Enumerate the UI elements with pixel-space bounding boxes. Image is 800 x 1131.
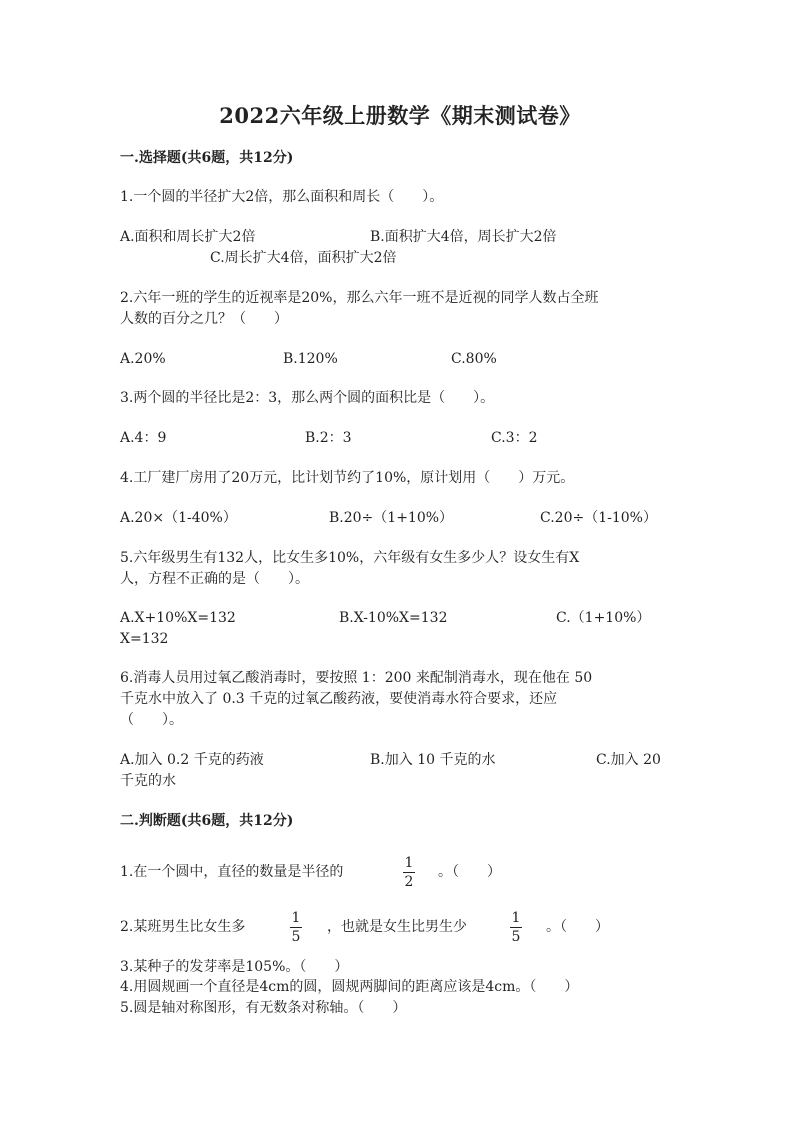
question-6-line-3: （ ）。: [120, 712, 183, 728]
question-1-option-a: A.面积和周长扩大2倍: [120, 229, 256, 245]
question-5-option-a: A.X+10%X=132: [120, 610, 236, 626]
judge-2-middle: ，也就是女生比男生少: [327, 919, 467, 935]
question-6-option-c-line-2: 千克的水: [120, 773, 176, 789]
question-4-option-c: C.20÷（1-10%）: [540, 510, 657, 526]
page-title: 2022六年级上册数学《期末测试卷》: [219, 103, 581, 128]
question-3-option-c: C.3：2: [491, 430, 538, 446]
section-heading-choice: 一.选择题(共6题，共12分): [120, 150, 294, 166]
fraction-numerator: 1: [291, 910, 301, 926]
fraction-one-half: [399, 855, 419, 890]
judge-1-suffix: 。（ ）: [438, 864, 501, 880]
question-2-line-1: 2.六年一班的学生的近视率是20%，那么六年一班不是近视的同学人数占全班: [120, 290, 599, 306]
fraction-one-fifth-second: [506, 910, 526, 945]
question-5-line-1: 5.六年级男生有132人，比女生多10%，六年级有女生多少人？设女生有X: [120, 550, 580, 566]
fraction-bar: [510, 927, 522, 928]
question-2-line-2: 人数的百分之几？（ ）: [120, 311, 288, 327]
fraction-bar: [290, 927, 302, 928]
judge-5-text: 5.圆是轴对称图形，有无数条对称轴。（ ）: [120, 1000, 407, 1016]
question-5-option-c-line-2: X=132: [120, 631, 169, 647]
fraction-denominator: 5: [291, 929, 301, 945]
question-6-line-2: 千克水中放入了 0.3 千克的过氧乙酸药液，要使消毒水符合要求，还应: [120, 691, 558, 707]
question-6-option-c-line-1: C.加入 20: [596, 752, 661, 768]
judge-2-suffix: 。（ ）: [546, 919, 609, 935]
section-heading-judgment: 二.判断题(共6题，共12分): [120, 813, 294, 829]
judge-1-prefix: 1.在一个圆中，直径的数量是半径的: [120, 864, 344, 880]
question-6-line-1: 6.消毒人员用过氧乙酸消毒时，要按照 1：200 来配制消毒水，现在他在 50: [120, 670, 593, 686]
question-1-text: 1.一个圆的半径扩大2倍，那么面积和周长（ ）。: [120, 189, 444, 205]
fraction-denominator: 5: [511, 929, 521, 945]
question-2-option-b: B.120%: [283, 351, 338, 367]
question-1-option-b: B.面积扩大4倍，周长扩大2倍: [370, 229, 557, 245]
question-1-option-c: C.周长扩大4倍，面积扩大2倍: [210, 250, 397, 266]
judge-4-text: 4.用圆规画一个直径是4cm的圆，圆规两脚间的距离应该是4cm。（ ）: [120, 979, 579, 995]
fraction-bar: [403, 872, 415, 873]
question-4-option-a: A.20×（1-40%）: [120, 510, 237, 526]
question-2-option-c: C.80%: [451, 351, 497, 367]
question-3-option-b: B.2：3: [305, 430, 352, 446]
fraction-one-fifth-first: [286, 910, 306, 945]
question-5-option-b: B.X-10%X=132: [339, 610, 448, 626]
judge-2-prefix: 2.某班男生比女生多: [120, 919, 246, 935]
question-5-line-2: 人，方程不正确的是（ ）。: [120, 571, 309, 587]
question-5-option-c-line-1: C.（1+10%）: [556, 610, 651, 626]
question-3-text: 3.两个圆的半径比是2：3，那么两个圆的面积比是（ ）。: [120, 390, 495, 406]
question-4-text: 4.工厂建厂房用了20万元，比计划节约了10%，原计划用（ ）万元。: [120, 470, 575, 486]
question-4-option-b: B.20÷（1+10%）: [329, 510, 454, 526]
question-3-option-a: A.4：9: [120, 430, 167, 446]
fraction-denominator: 2: [404, 874, 414, 890]
judge-3-text: 3.某种子的发芽率是105%。（ ）: [120, 959, 349, 975]
question-6-option-a: A.加入 0.2 千克的药液: [120, 752, 264, 768]
fraction-numerator: 1: [511, 910, 521, 926]
fraction-numerator: 1: [404, 855, 414, 871]
question-2-option-a: A.20%: [120, 351, 166, 367]
question-6-option-b: B.加入 10 千克的水: [370, 752, 496, 768]
